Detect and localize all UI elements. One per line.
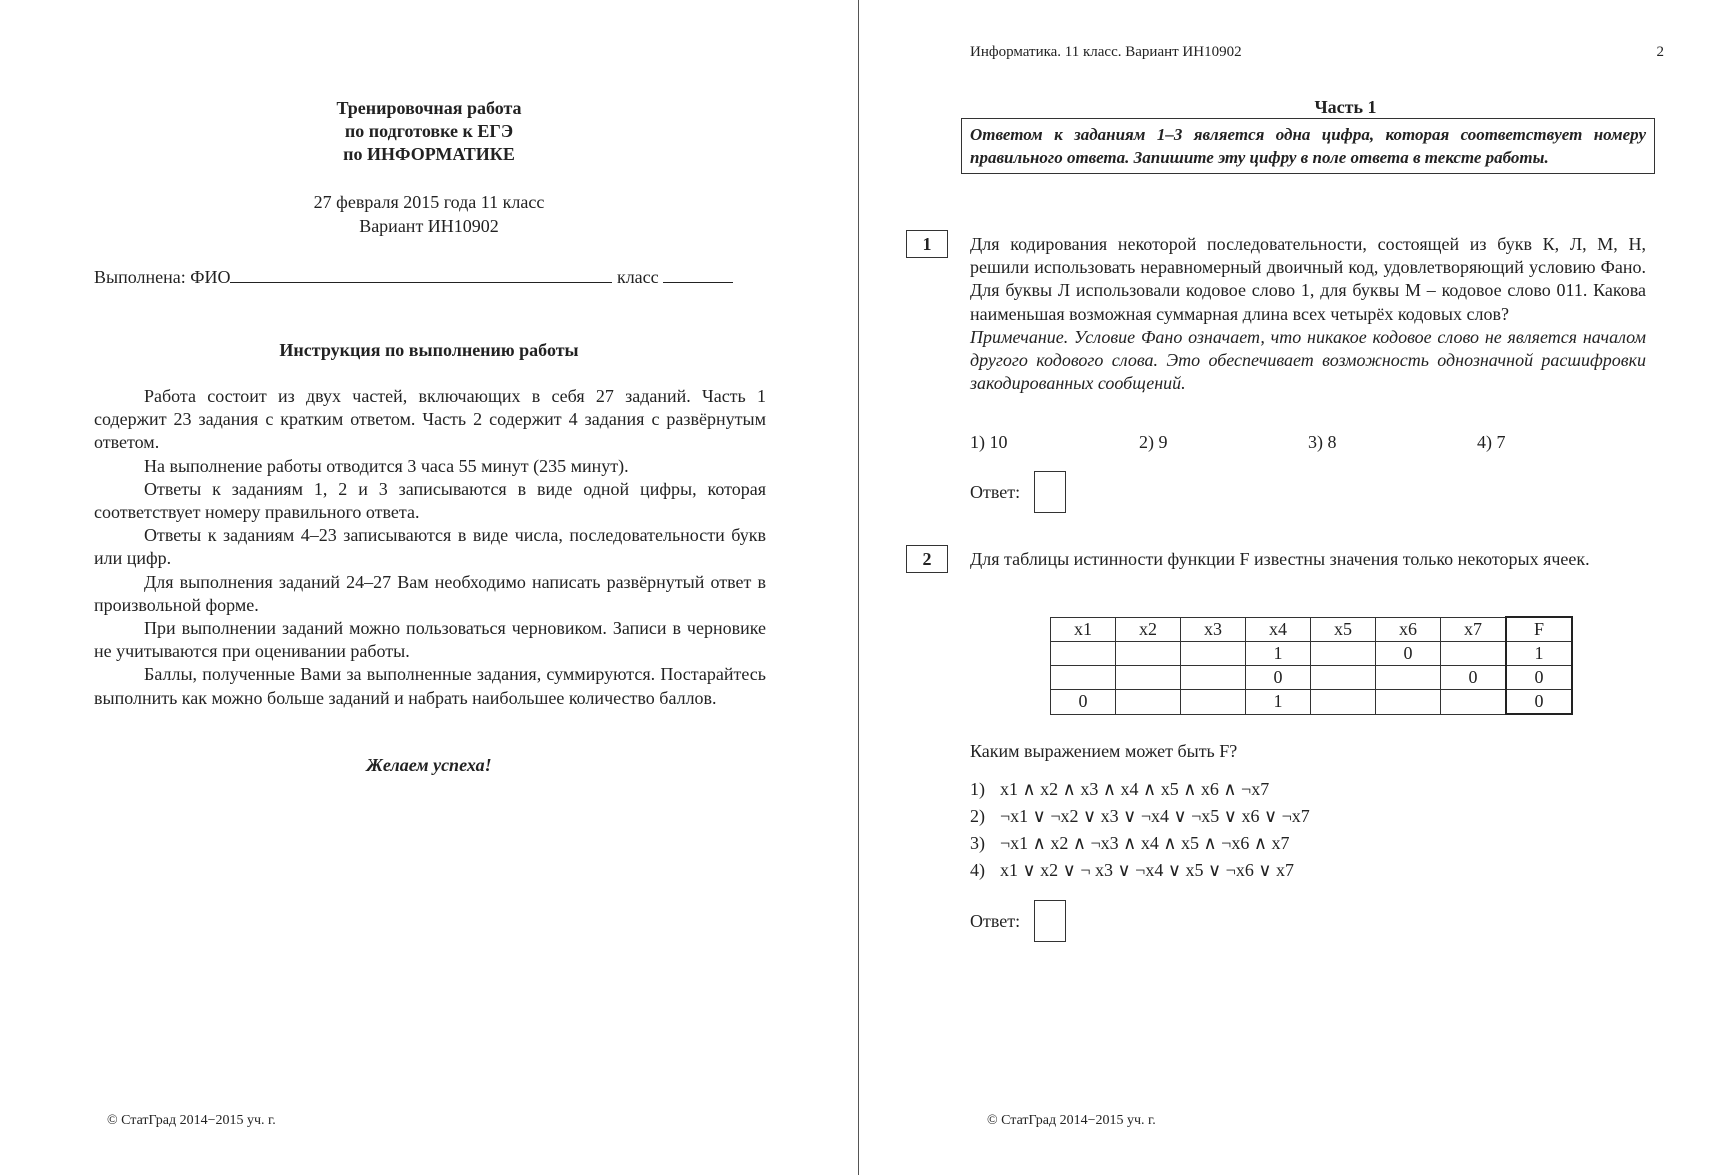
task-1-number: 1 xyxy=(906,230,948,258)
task-1-option: 3) 8 xyxy=(1308,432,1337,452)
class-label: класс xyxy=(616,267,659,287)
task-2-text: Для таблицы истинности функции F известны значения только некоторых ячеек. xyxy=(970,549,1590,569)
table-cell: 0 xyxy=(1441,666,1507,690)
part-title: Часть 1 xyxy=(1314,97,1377,117)
table-cell xyxy=(1181,666,1246,690)
right-page xyxy=(859,0,1712,1175)
expression-text: ¬x1 ∧ x2 ∧ ¬x3 ∧ x4 ∧ x5 ∧ ¬x6 ∧ x7 xyxy=(1000,833,1290,853)
table-header-cell: x4 xyxy=(1246,617,1311,642)
expression-text: x1 ∨ x2 ∨ ¬ x3 ∨ ¬x4 ∨ x5 ∨ ¬x6 ∨ x7 xyxy=(1000,860,1295,880)
instruction-paragraph: Для выполнения заданий 24–27 Вам необходимо написать развёрнутый ответ в произвольной форме. xyxy=(94,571,766,615)
task-1-answer xyxy=(970,471,1066,513)
table-header-cell: x6 xyxy=(1376,617,1441,642)
task-1-option: 2) 9 xyxy=(1139,432,1168,452)
table-header-cell: x2 xyxy=(1116,617,1181,642)
task-1-body: Для кодирования некоторой последовательности, состоящей из букв К, Л, М, Н, решили использовать неравномерный двоичный код, удовлетворяющий условию Фано. Для буквы Л использовали кодовое слово 1, для буквы М – кодовое слово 011. Какова наименьшая возможная суммарная длина всех четырёх кодовых слов? xyxy=(970,234,1646,324)
fio-row xyxy=(94,266,764,288)
wish-text: Желаем успеха! xyxy=(366,755,492,775)
table-row xyxy=(1051,666,1573,690)
title-line-1: Тренировочная работа xyxy=(336,98,522,118)
title-line-2: по подготовке к ЕГЭ xyxy=(344,121,514,141)
fio-label: Выполнена: ФИО xyxy=(94,267,231,287)
instruction-paragraph: Баллы, полученные Вами за выполненные задания, суммируются. Постарайтесь выполнить как можно больше заданий и набрать наибольшее количество баллов. xyxy=(94,664,766,708)
task-1-text xyxy=(970,233,1646,395)
task-2-question: Каким выражением может быть F? xyxy=(970,741,1238,761)
table-cell: 1 xyxy=(1246,642,1311,666)
table-cell: 1 xyxy=(1246,690,1311,715)
class-blank[interactable] xyxy=(663,266,733,283)
expression-item xyxy=(970,803,1310,830)
expression-item xyxy=(970,830,1310,857)
table-cell: 0 xyxy=(1506,690,1572,715)
table-header-cell: x3 xyxy=(1181,617,1246,642)
table-cell: 1 xyxy=(1506,642,1572,666)
header-title: Информатика. 11 класс. Вариант ИН10902 xyxy=(970,44,1242,60)
instruction-title: Инструкция по выполнению работы xyxy=(279,340,579,360)
table-cell: 0 xyxy=(1246,666,1311,690)
task-1-options xyxy=(970,432,1646,453)
table-cell: 0 xyxy=(1051,690,1116,715)
fio-blank[interactable] xyxy=(230,266,612,283)
variant-line: Вариант ИН10902 xyxy=(359,216,499,236)
expression-number: 1) xyxy=(970,779,985,799)
date-line: 27 февраля 2015 года 11 класс xyxy=(313,192,545,212)
table-row xyxy=(1051,690,1573,715)
task-1-answer-label: Ответ: xyxy=(970,481,1021,502)
task-1-note: Примечание. Условие Фано означает, что никакое кодовое слово не является началом другого кодового слова. Это обеспечивает возможность однозначной расшифровки закодированных сообщений. xyxy=(970,326,1646,394)
expression-number: 4) xyxy=(970,860,985,880)
task-2-number: 2 xyxy=(906,545,948,573)
table-cell xyxy=(1051,642,1116,666)
expression-item xyxy=(970,776,1310,803)
task-2-expressions xyxy=(970,776,1310,884)
task-2-answer xyxy=(970,900,1066,942)
table-cell xyxy=(1376,690,1441,715)
copyright-left: © СтатГрад 2014−2015 уч. г. xyxy=(107,1113,276,1128)
table-cell xyxy=(1311,690,1376,715)
table-cell xyxy=(1441,642,1507,666)
expression-text: x1 ∧ x2 ∧ x3 ∧ x4 ∧ x5 ∧ x6 ∧ ¬x7 xyxy=(1000,779,1270,799)
task-2-answer-box[interactable] xyxy=(1034,900,1066,942)
task-1-option: 1) 10 xyxy=(970,432,1008,452)
part-instruction-box: Ответом к заданиям 1–3 является одна цифра, которая соответствует номеру правильного ответа. Запишите эту цифру в поле ответа в тексте работы. xyxy=(961,118,1655,174)
table-cell xyxy=(1181,642,1246,666)
table-cell xyxy=(1116,690,1181,715)
expression-number: 2) xyxy=(970,806,985,826)
expression-item xyxy=(970,857,1310,884)
table-cell xyxy=(1311,642,1376,666)
truth-table xyxy=(1050,616,1573,715)
task-1-answer-box[interactable] xyxy=(1034,471,1066,513)
table-cell xyxy=(1116,642,1181,666)
table-cell: 0 xyxy=(1506,666,1572,690)
copyright-right: © СтатГрад 2014−2015 уч. г. xyxy=(987,1113,1156,1128)
instruction-paragraph: Работа состоит из двух частей, включающих в себя 27 заданий. Часть 1 содержит 23 задания с кратким ответом. Часть 2 содержит 4 задания с развёрнутым ответом. xyxy=(94,386,766,453)
instruction-paragraph: На выполнение работы отводится 3 часа 55 минут (235 минут). xyxy=(144,455,629,476)
instruction-text xyxy=(94,385,766,710)
table-header-cell: F xyxy=(1506,617,1572,642)
title-line-3: по ИНФОРМАТИКЕ xyxy=(343,144,515,164)
table-cell xyxy=(1051,666,1116,690)
expression-number: 3) xyxy=(970,833,985,853)
table-cell xyxy=(1376,666,1441,690)
date-block xyxy=(0,190,858,238)
document-title xyxy=(0,97,858,166)
table-cell xyxy=(1441,690,1507,715)
page-number: 2 xyxy=(1656,44,1664,60)
table-header-cell: x1 xyxy=(1051,617,1116,642)
table-header-cell: x7 xyxy=(1441,617,1507,642)
task-1-option: 4) 7 xyxy=(1477,432,1506,452)
table-cell xyxy=(1311,666,1376,690)
table-cell xyxy=(1116,666,1181,690)
table-header-cell: x5 xyxy=(1311,617,1376,642)
expression-text: ¬x1 ∨ ¬x2 ∨ x3 ∨ ¬x4 ∨ ¬x5 ∨ x6 ∨ ¬x7 xyxy=(1000,806,1310,826)
page-header xyxy=(970,44,1664,61)
table-cell: 0 xyxy=(1376,642,1441,666)
instruction-paragraph: Ответы к заданиям 4–23 записываются в виде числа, последовательности букв или цифр. xyxy=(94,525,766,569)
table-row xyxy=(1051,642,1573,666)
table-header-row xyxy=(1051,617,1573,642)
instruction-paragraph: Ответы к заданиям 1, 2 и 3 записываются в виде одной цифры, которая соответствует номеру правильного ответа. xyxy=(94,478,766,523)
task-2-answer-label: Ответ: xyxy=(970,910,1021,931)
instruction-paragraph: При выполнении заданий можно пользоваться черновиком. Записи в черновике не учитываются при оценивании работы. xyxy=(94,618,766,662)
table-cell xyxy=(1181,690,1246,715)
